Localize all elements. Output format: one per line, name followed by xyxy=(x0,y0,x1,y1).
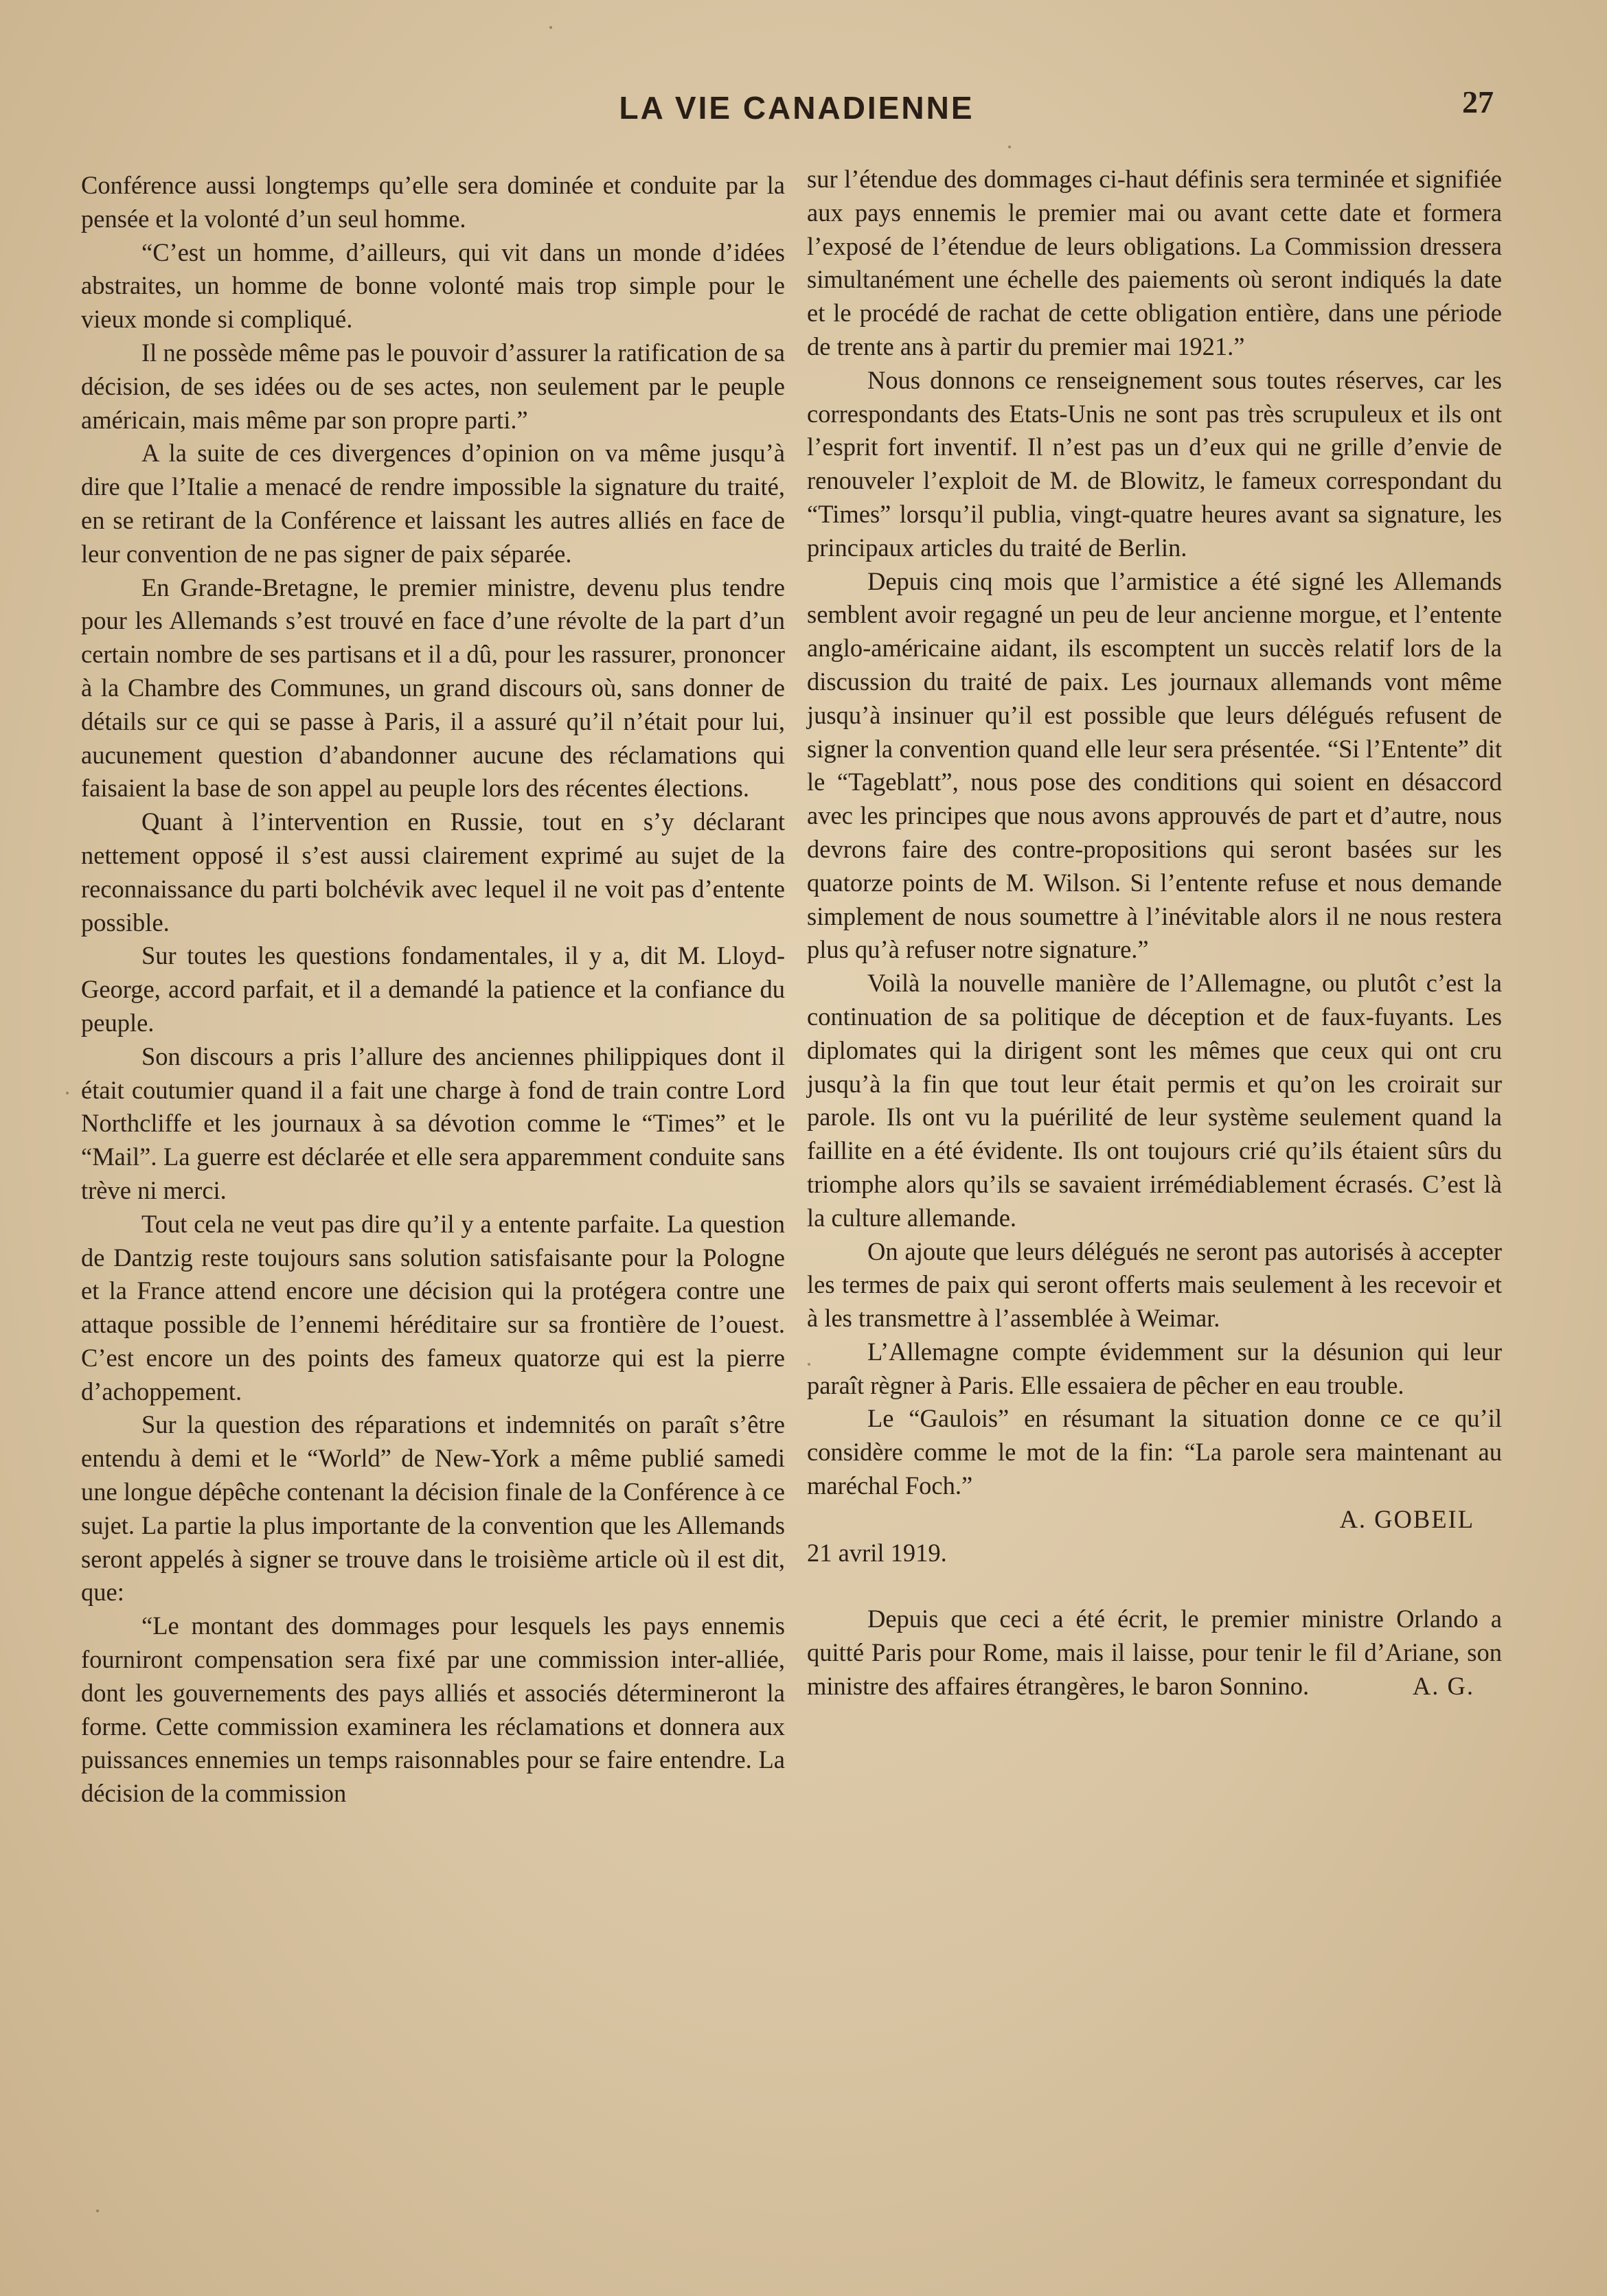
paper-speck xyxy=(96,2209,99,2212)
paragraph: On ajoute que leurs délégués ne seront pas autorisés à accepter les termes de paix qui seront offerts mais seulement à les recevoir et à les transmettre à l’assemblée à Weimar. xyxy=(807,1237,1502,1333)
paper-speck xyxy=(808,1363,810,1366)
paragraph: “Le montant des dommages pour lesquels les pays ennemis fourniront compensation sera fixé par une commission inter-alliée, dont les gouvernements des pays alliés et associés détermineront la forme. Cette commission examinera les réclamations et donnera aux puissances ennemies un temps raisonnables pour se faire entendre. La décision de la commission xyxy=(81,1611,785,1808)
postscript xyxy=(807,1603,1502,1703)
page-header xyxy=(79,82,1514,137)
postscript-text: Depuis que ceci a été écrit, le premier ministre Orlando a quitté Paris pour Rome, mais il laisse, pour tenir le fil d’Ariane, son ministre des affaires étrangères, le baron Sonnino. xyxy=(807,1605,1502,1701)
page-number: 27 xyxy=(1462,84,1494,119)
paragraph: Tout cela ne veut pas dire qu’il y a entente parfaite. La question de Dantzig reste toujours sans solution satisfaisante pour la Pologne et la France attend encore une décision qui la protégera contre une attaque possible de l’ennemi héréditaire sur sa frontière de l’ouest. C’est encore un des points des fameux quatorze qui est la pierre d’achoppement. xyxy=(81,1209,785,1405)
paragraph: Sur la question des réparations et indemnités on paraît s’être entendu à demi et le “World” de New-York a même publié samedi une longue dépêche contenant la décision finale de la Conférence à ce sujet. La partie la plus importante de la convention que les Allemands seront appelés à signer se trouve dans le troisième article où il est dit, que: xyxy=(81,1410,785,1607)
paragraph: Sur toutes les questions fondamentales, il y a, dit M. Lloyd-George, accord parfait, et il a demandé la patience et la confiance du peuple. xyxy=(81,941,785,1037)
article-date: 21 avril 1919. xyxy=(807,1538,947,1567)
paragraph: Il ne possède même pas le pouvoir d’assurer la ratification de sa décision, de ses idées ou de ses actes, non seulement par le peuple américain, mais même par son propre parti.” xyxy=(81,338,785,434)
paragraph: “C’est un homme, d’ailleurs, qui vit dans un monde d’idées abstraites, un homme de bonne volonté mais trop simple pour le vieux monde si compliqué. xyxy=(81,238,785,334)
paragraph: A la suite de ces divergences d’opinion on va même jusqu’à dire que l’Italie a menacé de rendre impossible la signature du traité, en se retirant de la Conférence et laissant les autres alliés en face de leur convention de ne pas signer de paix séparée. xyxy=(81,439,785,568)
author-signature: A. GOBEIL xyxy=(1339,1504,1474,1533)
paper-speck xyxy=(549,26,552,29)
paragraph: En Grande-Bretagne, le premier ministre, devenu plus tendre pour les Allemands s’est trouvé en face d’une révolte de la part d’un certain nombre de ses partisans et il a dû, pour les rassurer, prononcer à la Chambre des Communes, un grand discours où, sans donner de détails sur ce qui se passe à Paris, il a assuré qu’il n’était pour lui, aucunement question d’abandonner aucune des réclamations qui faisaient la base de son appel au peuple lors des récentes élections. xyxy=(81,573,785,803)
paper-speck xyxy=(66,1092,69,1094)
paragraph: Conférence aussi longtemps qu’elle sera dominée et conduite par la pensée et la volonté d’un seul homme. xyxy=(81,171,785,233)
paragraph: L’Allemagne compte évidemment sur la désunion qui leur paraît règner à Paris. Elle essaiera de pêcher en eau trouble. xyxy=(807,1337,1502,1399)
right-column xyxy=(807,163,1502,1703)
paper-speck xyxy=(1008,146,1011,148)
paragraph: Son discours a pris l’allure des anciennes philippiques dont il était coutumier quand il a fait une charge à fond de train contre Lord Northcliffe et les journaux à sa dévotion comme le “Times” et le “Mail”. La guerre est déclarée et elle sera apparemment conduite sans trève ni merci. xyxy=(81,1042,785,1204)
paragraph: Le “Gaulois” en résumant la situation donne ce ce qu’il considère comme le mot de la fin: “La parole sera maintenant au maréchal Foch.” xyxy=(807,1404,1502,1500)
left-column xyxy=(81,169,785,1811)
running-title: LA VIE CANADIENNE xyxy=(619,90,975,126)
paragraph: Quant à l’intervention en Russie, tout en s’y déclarant nettement opposé il s’est aussi clairement exprimé au sujet de la reconnaissance du parti bolchévik avec lequel il ne voit pas d’entente possible. xyxy=(81,807,785,937)
paragraph: Voilà la nouvelle manière de l’Allemagne, ou plutôt c’est la continuation de sa politique de déception et de faux-fuyants. Les diplomates qui la dirigent sont les mêmes que ceux qui ont cru jusqu’à la fin que tout leur était permis et qu’on les croirait sur parole. Ils ont vu la puérilité de leur système seulement quand la faillite en a été évidente. Ils ont toujours crié qu’ils étaient sûrs du triomphe alors qu’ils se savaient irrémédiablement écrasés. C’est là la culture allemande. xyxy=(807,969,1502,1232)
paragraph: sur l’étendue des dommages ci-haut définis sera terminée et signifiée aux pays ennemis le premier mai ou avant cette date et formera l’exposé de l’étendue de leurs obligations. La Commission dressera simultanément une échelle des paiements où seront indiqués la date et le procédé de rachat de cette obligation entière, dans une période de trente ans à partir du premier mai 1921.” xyxy=(807,165,1502,360)
paragraph: Nous donnons ce renseignement sous toutes réserves, car les correspondants des Etats-Unis ne sont pas très scrupuleux et ils ont l’esprit fort inventif. Il n’est pas un d’eux qui ne grille d’envie de renouveler l’exploit de M. de Blowitz, le fameux correspondant du “Times” lorsqu’il publia, vingt-quatre heures avant sa signature, les principaux articles du traité de Berlin. xyxy=(807,365,1502,562)
paragraph: Depuis cinq mois que l’armistice a été signé les Allemands semblent avoir regagné un peu de leur ancienne morgue, et l’entente anglo-américaine aidant, ils escomptent un succès relatif lors de la discussion du traité de paix. Les journaux allemands vont même jusqu’à insinuer qu’il est possible que leurs délégués refusent de signer la convention quand elle leur sera présentée. “Si l’Entente” dit le “Tageblatt”, nous pose des conditions qui soient en désaccord avec les principes que nous avons approuvés de part et d’autre, nous devrons faire des contre-propositions qui seront basées sur les quatorze points de M. Wilson. Si l’entente refuse et nous demande simplement de nous soumettre à l’inévitable alors il ne nous restera plus qu’à refuser notre signature.” xyxy=(807,566,1502,964)
postscript-initials: A. G. xyxy=(1412,1672,1474,1701)
